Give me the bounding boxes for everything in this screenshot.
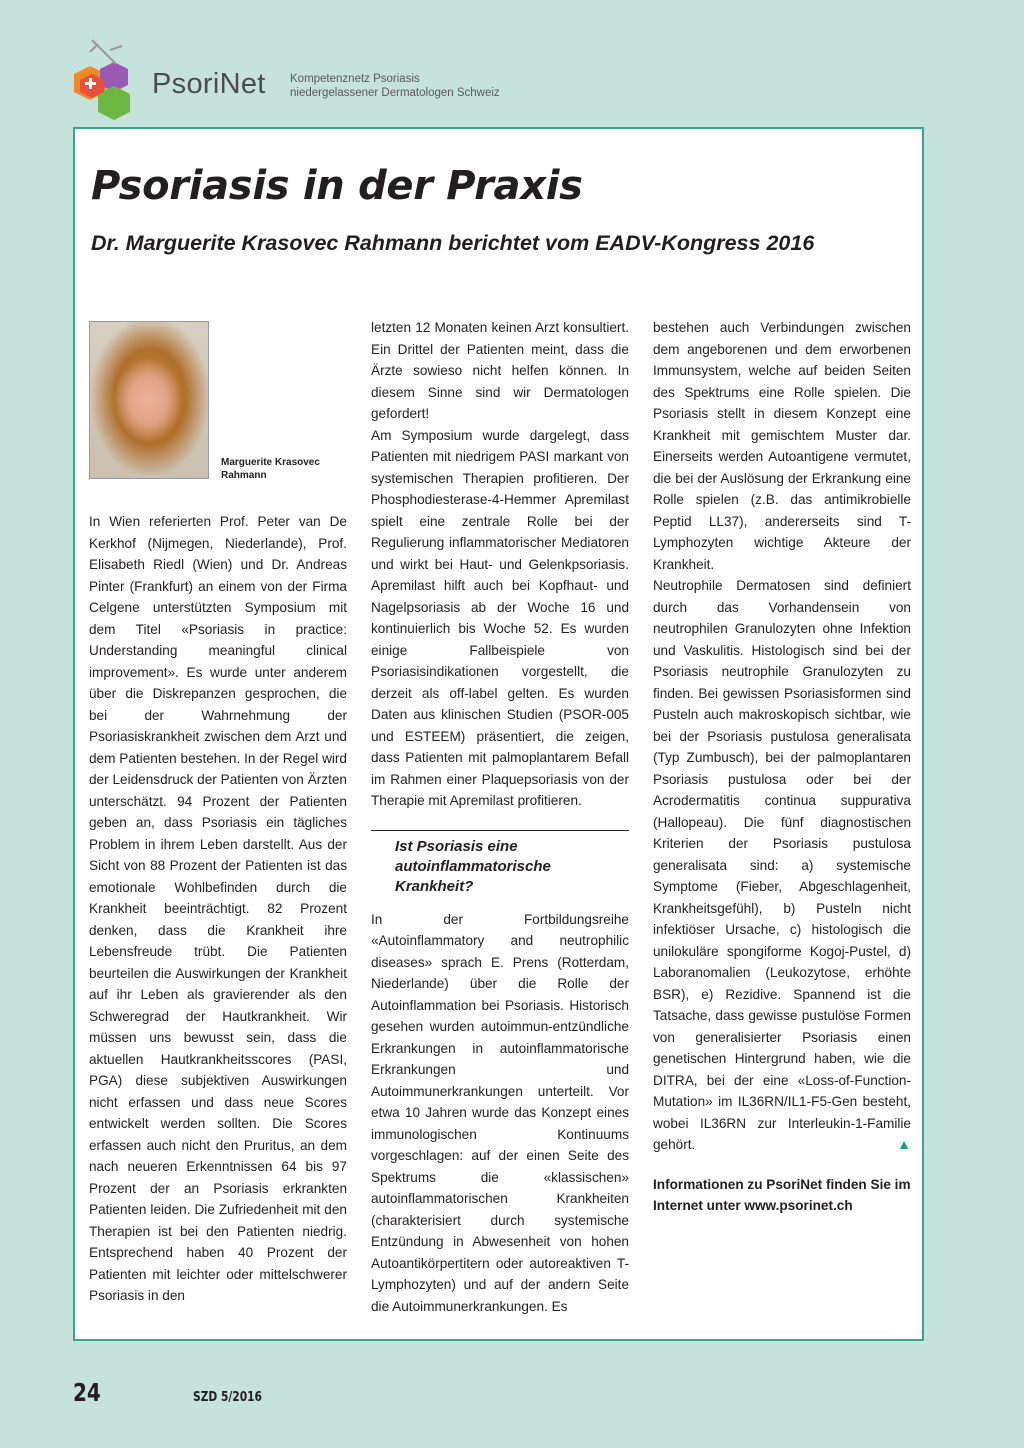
tagline-line-1: Kompetenznetz Psoriasis	[290, 73, 420, 85]
paragraph: In der Fortbildungsreihe «Autoinflammatory and neutrophilic diseases» sprach E. Prens (Rotterdam, Niederlande) über die Rolle der Autoinflammation bei Psoriasis. Historisch gesehen wurden autoimmun-entzündliche Erkrankungen in autoinflammatorische Erkrankungen und Autoimmunerkrankungen unterteilt. Vor etwa 10 Jahren wurde das Konzept eines immunologischen Kontinuums vorgeschlagen: auf der einen Seite des Spektrums die «klassischen» autoinflammatorischen Krankheiten (charakterisiert durch systemische Entzündung in Abwesenheit von hohen Autoantikörpertitern oder autoreaktiven T-Lymphozyten) und auf der andern Seite die Autoimmunerkrankungen. Es	[371, 911, 629, 1314]
caption-line-1: Marguerite Krasovec	[221, 457, 320, 468]
author-photo-block	[89, 321, 347, 493]
column-3	[653, 317, 911, 1217]
paragraph-text: Neutrophile Dermatosen sind definiert durch das Vorhandensein von neutrophilen Granulozyten ohne Infektion und Vaskulitis. Histologisch sind bei der Psoriasis neutrophile Granulozyten zu finden. Bei gewissen Psoriasisformen sind Pusteln auch makroskopisch sichtbar, wie bei der Psoriasis pustulosa generalisata (Typ Zumbusch), bei der palmoplantaren Psoriasis pustulosa oder bei der Acrodermatitis continua suppurativa (Hallopeau). Die fünf diagnostischen Kriterien der Psoriasis pustulosa generalisata sind: a) systemische Symptome (Fieber, Abgeschlagenheit, Krankheitsgefühl), b) Pusteln nicht infektiöser Ursache, c) histologisch die unilokuläre spongiforme Kogoj-Pustel, d) Laboranomalien (Leukozytose, erhöhte BSR), e) Rezidive. Spannend ist die Tatsache, dass gewisse pustulöse Formen von generalisierter Psoriasis einen genetischen Hintergrund haben, wie die DITRA, bei der eine «Loss-of-Function-Mutation» im IL36RN/IL1-F5-Gen besteht, wobei IL36RN zur Interleukin-1-Familie gehört.	[653, 578, 911, 1152]
info-note: Informationen zu PsoriNet finden Sie im Internet unter www.psorinet.ch	[653, 1176, 911, 1213]
paragraph: Am Symposium wurde dargelegt, dass Patienten mit niedrigem PASI markant von systemischen Therapien profitieren. Der Phosphodiesterase-4-Hemmer Apremilast spielt eine zentrale Rolle bei der Regulierung inflammatorischer Mediatoren und wirkt bei Haut- und Gelenkpsoriasis. Apremilast hilft auch bei Kopfhaut- und Nagelpsoriasis ab der Woche 16 und kontinuierlich bis Woche 52. Es wurden einige Fallbeispiele von Psoriasisindikationen vorgestellt, die derzeit als off-label gelten. Es wurden Daten aus klinischen Studien (PSOR-005 und ESTEEM) präsentiert, die zeigen, dass Patienten mit palmoplantarem Befall im Rahmen einer Plaquepsoriasis von der Therapie mit Apremilast profitieren.	[371, 427, 629, 808]
paragraph: letzten 12 Monaten keinen Arzt konsultiert. Ein Drittel der Patienten meint, dass die Ärzte sowieso nicht helfen können. In diesem Sinne sind wir Dermatologen gefordert!	[371, 320, 629, 421]
section-heading: Ist Psoriasis eine autoinflammatorische Krankheit?	[371, 830, 629, 909]
brand-name: PsoriNet	[152, 68, 266, 100]
article-title: Psoriasis in der Praxis	[91, 163, 583, 209]
article-subtitle: Dr. Marguerite Krasovec Rahmann berichtet vom EADV-Kongress 2016	[91, 231, 815, 255]
photo-caption	[221, 456, 320, 482]
page-number: 24	[73, 1378, 101, 1407]
header	[70, 36, 770, 126]
column-2	[371, 317, 629, 1317]
journal-issue: SZD 5/2016	[193, 1390, 262, 1405]
paragraph: bestehen auch Verbindungen zwischen dem angeborenen und dem erworbenen Immunsystem, welche auf beiden Seiten des Spektrums eine Rolle spielen. Die Psoriasis stellt in diesem Konzept eine Krankheit mit gemischtem Muster dar. Einerseits werden Autoantigene vermutet, die bei der Auslösung der Erkrankung eine Rolle spielen (z.B. das antimikrobielle Peptid LL37), andererseits sind T-Lymphozyten wichtige Akteure der Krankheit.	[653, 320, 911, 572]
paragraph-with-endmark	[653, 575, 911, 1156]
paragraph: In Wien referierten Prof. Peter van De Kerkhof (Nijmegen, Niederlande), Prof. Elisabeth Riedl (Wien) und Dr. Andreas Pinter (Frankfurt) an einem von der Firma Celgene unterstützten Symposium mit dem Titel «Psoriasis in practice: Understanding meaningful clinical improvement». Es wurde unter anderem über die Diskrepanzen gesprochen, die bei der Wahrnehmung der Psoriasiskrankheit zwischen dem Arzt und dem Patienten bestehen. In der Regel wird der Leidensdruck der Patienten von Ärzten unterschätzt. 94 Prozent der Patienten geben an, dass Psoriasis ein tägliches Problem in ihrem Leben darstellt. Aus der Sicht von 88 Prozent der Patienten ist das emotionale Wohlbefinden durch die Krankheit beeinträchtigt. 82 Prozent denken, dass die Krankheit ihre Lebensfreude trübt. Die Patienten beurteilen die Auswirkungen der Krankheit auf ihr Leben als gravierender als den Schweregrad der Hautkrankheit. Wir müssen uns bewusst sein, dass die aktuellen Hautkrankheitsscores (PASI, PGA) diese subjektiven Auswirkungen nicht erfassen und dass neue Scores entwickelt werden sollten. Die Scores erfassen auch nicht den Pruritus, an dem nach neueren Erkenntnissen 64 bis 97 Prozent der an Psoriasis erkrankten Patienten leiden. Die Zufriedenheit mit den Therapien ist bei den Patienten niedrig. Entsprechend haben 40 Prozent der Patienten mit leichter oder mittelschwerer Psoriasis in den	[89, 514, 347, 1303]
article-card	[73, 127, 924, 1341]
caption-line-2: Rahmann	[221, 470, 267, 481]
author-photo	[89, 321, 209, 479]
psorinet-logo-icon	[70, 36, 150, 126]
end-triangle-icon: ▲	[897, 1136, 911, 1152]
column-1	[89, 321, 347, 1307]
brand-tagline	[290, 72, 500, 100]
tagline-line-2: niedergelassener Dermatologen Schweiz	[290, 87, 500, 99]
